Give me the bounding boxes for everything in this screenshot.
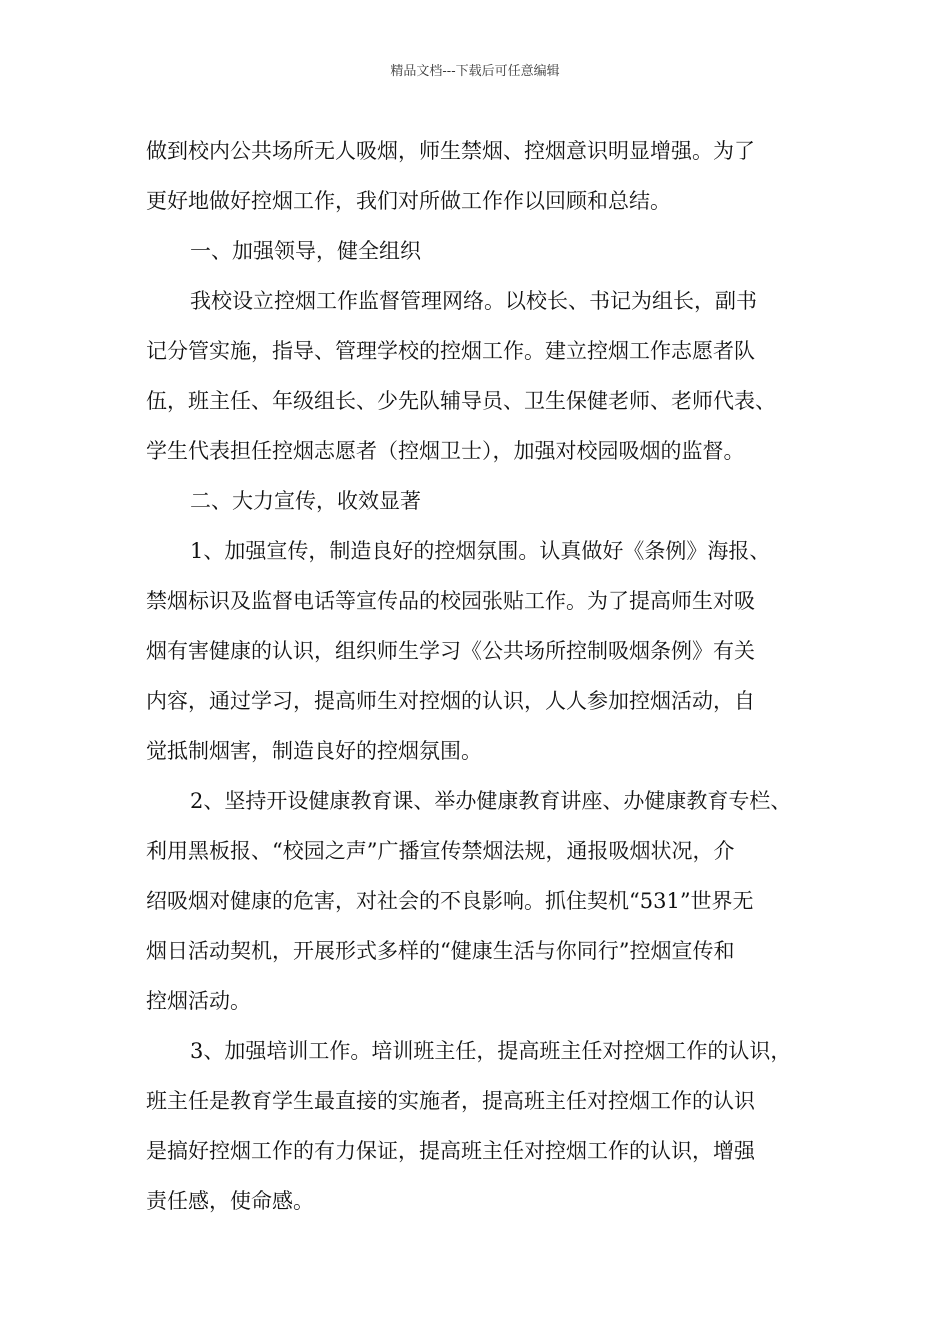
text-line: 3、加强培训工作。培训班主任，提高班主任对控烟工作的认识， <box>190 1039 792 1063</box>
section-heading: 二、大力宣传，收效显著 <box>190 489 421 513</box>
text-line: 我校设立控烟工作监督管理网络。以校长、书记为组长，副书 <box>190 289 757 313</box>
text-line: 做到校内公共场所无人吸烟，师生禁烟、控烟意识明显增强。为了 <box>146 139 755 163</box>
text-line: 烟日活动契机，开展形式多样的“健康生活与你同行”控烟宣传和 <box>146 939 735 963</box>
text-line: 利用黑板报、“校园之声”广播宣传禁烟法规，通报吸烟状况，介 <box>146 839 735 863</box>
document-body <box>146 126 826 1226</box>
text-line: 班主任是教育学生最直接的实施者，提高班主任对控烟工作的认识 <box>146 1089 755 1113</box>
text-line: 觉抵制烟害，制造良好的控烟氛围。 <box>146 739 482 763</box>
text-line: 烟有害健康的认识，组织师生学习《公共场所控制吸烟条例》有关 <box>146 639 755 663</box>
text-line: 绍吸烟对健康的危害，对社会的不良影响。抓住契机“531”世界无 <box>146 889 754 913</box>
text-line: 记分管实施，指导、管理学校的控烟工作。建立控烟工作志愿者队 <box>146 339 755 363</box>
page-header: 精品文档---下载后可任意编辑 <box>390 64 560 79</box>
text-line: 内容，通过学习，提高师生对控烟的认识，人人参加控烟活动，自 <box>146 689 755 713</box>
text-line: 1、加强宣传，制造良好的控烟氛围。认真做好《条例》海报、 <box>190 539 771 563</box>
text-line: 责任感，使命感。 <box>146 1189 314 1213</box>
text-line: 学生代表担任控烟志愿者（控烟卫士），加强对校园吸烟的监督。 <box>146 439 745 463</box>
text-line: 2、坚持开设健康教育课、举办健康教育讲座、办健康教育专栏、 <box>190 789 792 813</box>
section-heading: 一、加强领导，健全组织 <box>190 239 421 263</box>
text-line: 禁烟标识及监督电话等宣传品的校园张贴工作。为了提高师生对吸 <box>146 589 755 613</box>
text-line: 伍，班主任、年级组长、少先队辅导员、卫生保健老师、老师代表、 <box>146 389 776 413</box>
text-line: 控烟活动。 <box>146 989 251 1013</box>
text-line: 是搞好控烟工作的有力保证，提高班主任对控烟工作的认识，增强 <box>146 1139 755 1163</box>
text-line: 更好地做好控烟工作，我们对所做工作作以回顾和总结。 <box>146 189 671 213</box>
